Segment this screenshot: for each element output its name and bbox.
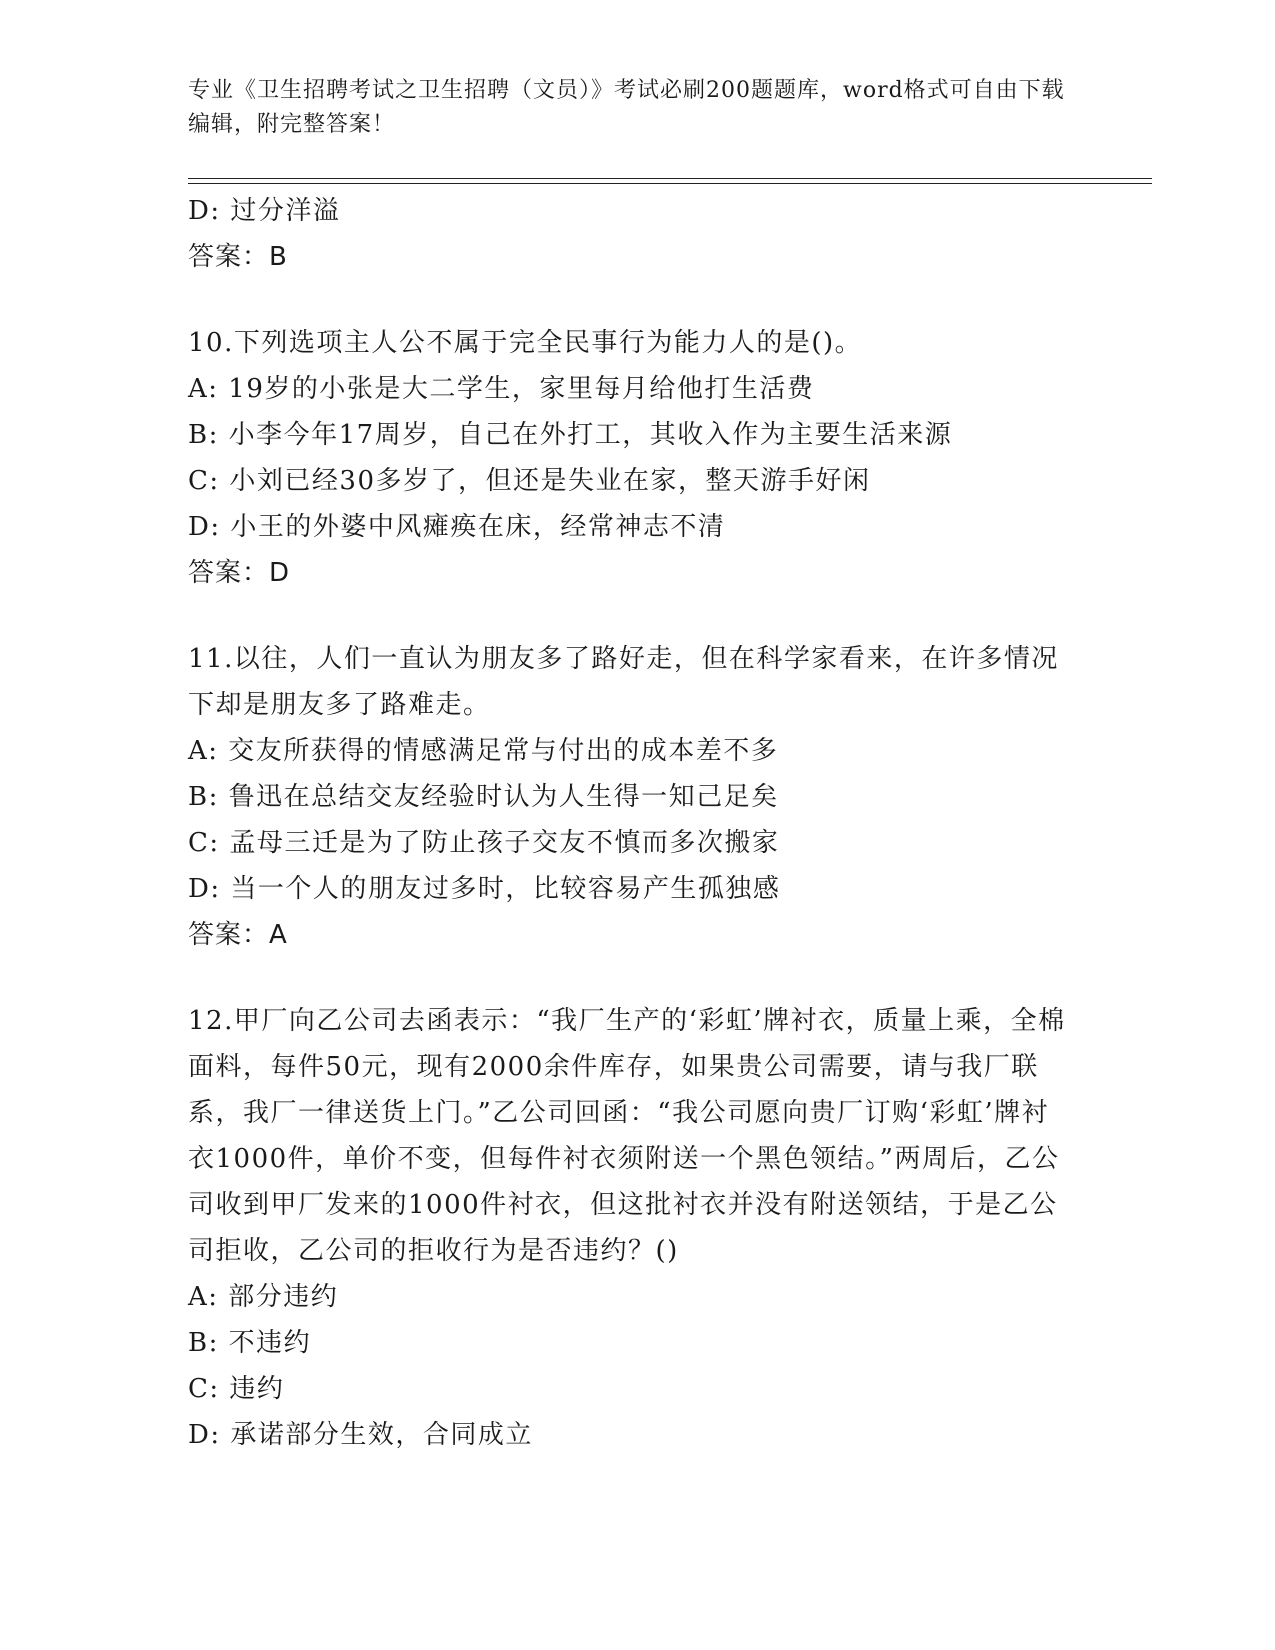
option-d: D: 当一个人的朋友过多时，比较容易产生孤独感 <box>188 874 781 904</box>
question-10 <box>188 320 1088 596</box>
answer: 答案：A <box>188 920 288 950</box>
option-b: B: 鲁迅在总结交友经验时认为人生得一知己足矣 <box>188 782 779 812</box>
option-c: C: 违约 <box>188 1374 285 1404</box>
header-rule-top <box>188 178 1152 179</box>
question-12 <box>188 998 1088 1458</box>
option-a: A: 交友所获得的情感满足常与付出的成本差不多 <box>188 736 779 766</box>
option-d: D: 小王的外婆中风瘫痪在床，经常神志不清 <box>188 512 726 542</box>
option-b: B: 不违约 <box>188 1328 312 1358</box>
question-11 <box>188 636 1088 958</box>
document-body <box>188 188 1088 1458</box>
spacer <box>188 958 1088 998</box>
option-a: A: 19岁的小张是大二学生，家里每月给他打生活费 <box>188 374 815 404</box>
header-rule-bottom <box>188 183 1152 184</box>
answer: 答案：D <box>188 558 291 588</box>
question-text: 12.甲厂向乙公司去函表示：“我厂生产的‘彩虹’牌衬衣，质量上乘，全棉面料，每件50元，现有2000余件库存，如果贵公司需要，请与我厂联系，我厂一律送货上门。”乙公司回函：“我公司愿向贵厂订购‘彩虹’牌衬衣1000件，单价不变，但每件衬衣须附送一个黑色领结。”两周后，乙公司收到甲厂发来的1000件衬衣，但这批衬衣并没有附送领结，于是乙公司拒收，乙公司的拒收行为是否违约？() <box>188 1006 1066 1266</box>
spacer <box>188 596 1088 636</box>
question-text: 11.以往，人们一直认为朋友多了路好走，但在科学家看来，在许多情况下却是朋友多了路难走。 <box>188 644 1059 720</box>
option-a: A: 部分违约 <box>188 1282 339 1312</box>
prev-option-d: D: 过分洋溢 <box>188 196 341 226</box>
option-c: C: 孟母三迁是为了防止孩子交友不慎而多次搬家 <box>188 828 780 858</box>
option-b: B: 小李今年17周岁，自己在外打工，其收入作为主要生活来源 <box>188 420 953 450</box>
spacer <box>188 280 1088 320</box>
option-c: C: 小刘已经30多岁了，但还是失业在家，整天游手好闲 <box>188 466 871 496</box>
option-d: D: 承诺部分生效，合同成立 <box>188 1420 533 1450</box>
question-text: 10.下列选项主人公不属于完全民事行为能力人的是()。 <box>188 328 863 358</box>
page-header: 专业《卫生招聘考试之卫生招聘（文员）》考试必刷200题题库，word格式可自由下载编辑，附完整答案！ <box>188 78 1065 137</box>
prev-answer: 答案：B <box>188 242 288 272</box>
